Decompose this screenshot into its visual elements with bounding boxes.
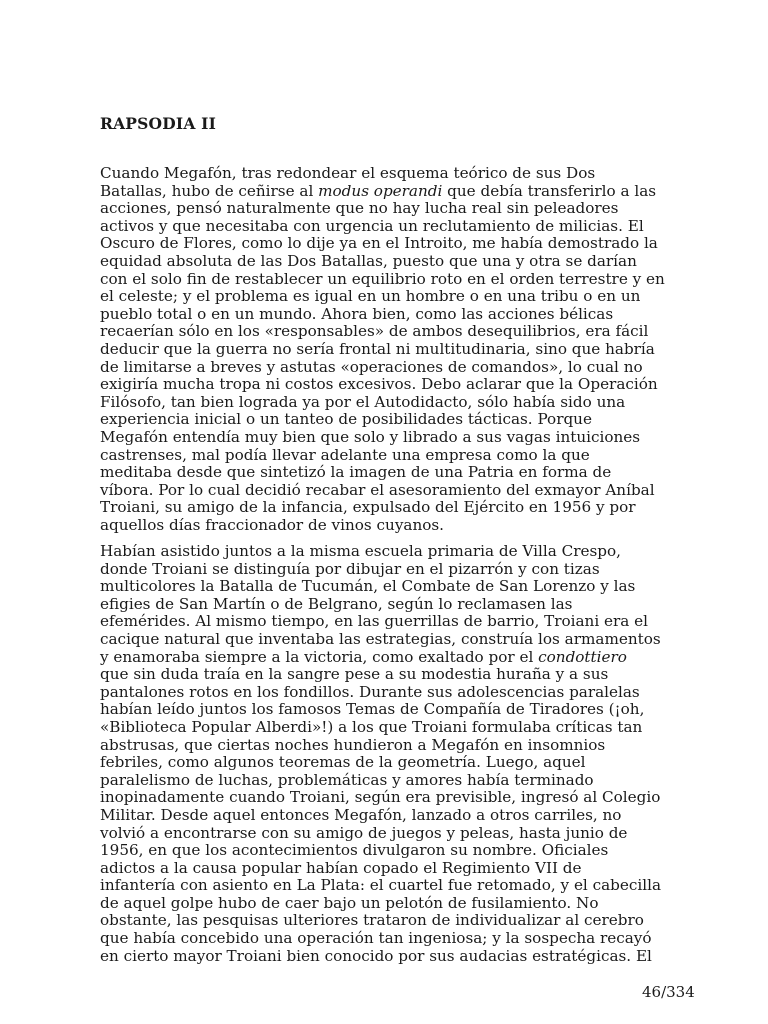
text-segment: Batallas, hubo de ceñirse al xyxy=(100,181,314,200)
text-line: acciones, pensó naturalmente que no hay lucha real sin peleadores xyxy=(100,199,619,218)
text-line: Cuando Megafón, tras redondear el esquema teórico de sus Dos xyxy=(100,164,596,182)
text-line: Troiani, su amigo de la infancia, expulsado del Ejército en 1956 y por xyxy=(100,498,636,517)
text-segment: que debía transferirlo a las xyxy=(447,181,657,200)
text-line: efemérides. Al mismo tiempo, en las guerrillas de barrio, Troiani era el xyxy=(100,612,648,631)
text-line: de aquel golpe hubo de caer bajo un pelotón de fusilamiento. No xyxy=(100,893,599,912)
text-line xyxy=(100,649,680,667)
paragraph-2 xyxy=(100,543,680,965)
text-line: inopinadamente cuando Troiani, según era previsible, ingresó al Colegio xyxy=(100,788,661,807)
text-line: deducir que la guerra no sería frontal ni multitudinaria, sino que habría xyxy=(100,339,655,358)
text-line: multicolores la Batalla de Tucumán, el Combate de San Lorenzo y las xyxy=(100,577,636,596)
text-line: Megafón entendía muy bien que solo y librado a sus vagas intuiciones xyxy=(100,427,641,446)
chapter-title: RAPSODIA II xyxy=(100,114,217,133)
text-line xyxy=(100,183,680,201)
text-segment: y enamoraba siempre a la victoria, como exaltado por el xyxy=(100,647,534,666)
text-line: obstante, las pesquisas ulteriores trataron de individualizar al cerebro xyxy=(100,911,644,930)
text-line: Filósofo, tan bien lograda ya por el Autodidacto, sólo había sido una xyxy=(100,392,626,411)
paragraph-1 xyxy=(100,165,680,534)
italic-term: modus operandi xyxy=(318,181,443,200)
text-line: Militar. Desde aquel entonces Megafón, lanzado a otros carriles, no xyxy=(100,805,622,824)
text-line: habían leído juntos los famosos Temas de Compañía de Tiradores (¡oh, xyxy=(100,700,645,719)
text-line: víbora. Por lo cual decidió recabar el asesoramiento del exmayor Aníbal xyxy=(100,480,655,499)
text-line: Habían asistido juntos a la misma escuela primaria de Villa Crespo, xyxy=(100,542,621,560)
text-line: el celeste; y el problema es igual en un hombre o en una tribu o en un xyxy=(100,287,641,306)
text-line: equidad absoluta de las Dos Batallas, puesto que una y otra se darían xyxy=(100,251,637,270)
italic-term: condottiero xyxy=(538,647,627,666)
text-line: febriles, como algunos teoremas de la geometría. Luego, aquel xyxy=(100,753,586,772)
text-line: exigiría mucha tropa ni costos excesivos. Debo aclarar que la Operación xyxy=(100,375,658,394)
text-line: meditaba desde que sintetizó la imagen de una Patria en forma de xyxy=(100,463,612,482)
text-line: efigies de San Martín o de Belgrano, según lo reclamasen las xyxy=(100,594,573,613)
text-line: activos y que necesitaba con urgencia un reclutamiento de milicias. El xyxy=(100,216,644,235)
text-line: donde Troiani se distinguía por dibujar en el pizarrón y con tizas xyxy=(100,559,600,578)
text-line: «Biblioteca Popular Alberdi»!) a los que Troiani formulaba críticas tan xyxy=(100,717,643,736)
text-line: infantería con asiento en La Plata: el cuartel fue retomado, y el cabecilla xyxy=(100,876,662,895)
text-line: en cierto mayor Troiani bien conocido por sus audacias estratégicas. El xyxy=(100,946,652,965)
text-line: abstrusas, que ciertas noches hundieron a Megafón en insomnios xyxy=(100,735,606,754)
text-line: pueblo total o en un mundo. Ahora bien, como las acciones bélicas xyxy=(100,304,614,323)
page-number: 46/334 xyxy=(642,983,695,1001)
text-line: experiencia inicial o un tanteo de posibilidades tácticas. Porque xyxy=(100,410,592,429)
text-line: de limitarse a breves y astutas «operaciones de comandos», lo cual no xyxy=(100,357,643,376)
text-line: Oscuro de Flores, como lo dije ya en el Introito, me había demostrado la xyxy=(100,234,658,253)
text-line: con el solo fin de restablecer un equilibrio roto en el orden terrestre y en xyxy=(100,269,665,288)
text-line: pantalones rotos en los fondillos. Durante sus adolescencias paralelas xyxy=(100,682,640,701)
text-line: castrenses, mal podía llevar adelante una empresa como la que xyxy=(100,445,590,464)
text-line: que sin duda traía en la sangre pese a su modestia huraña y a sus xyxy=(100,665,609,684)
text-line: que había concebido una operación tan ingeniosa; y la sospecha recayó xyxy=(100,929,652,948)
text-line: cacique natural que inventaba las estrategias, construía los armamentos xyxy=(100,629,661,648)
text-line: adictos a la causa popular habían copado el Regimiento VII de xyxy=(100,858,582,877)
text-line: recaerían sólo en los «responsables» de ambos desequilibrios, era fácil xyxy=(100,322,649,341)
text-line: volvió a encontrarse con su amigo de juegos y peleas, hasta junio de xyxy=(100,823,628,842)
text-line: paralelismo de luchas, problemáticas y amores había terminado xyxy=(100,770,594,789)
text-line: 1956, en que los acontecimientos divulgaron su nombre. Oficiales xyxy=(100,841,609,860)
text-line: aquellos días fraccionador de vinos cuyanos. xyxy=(100,515,445,534)
